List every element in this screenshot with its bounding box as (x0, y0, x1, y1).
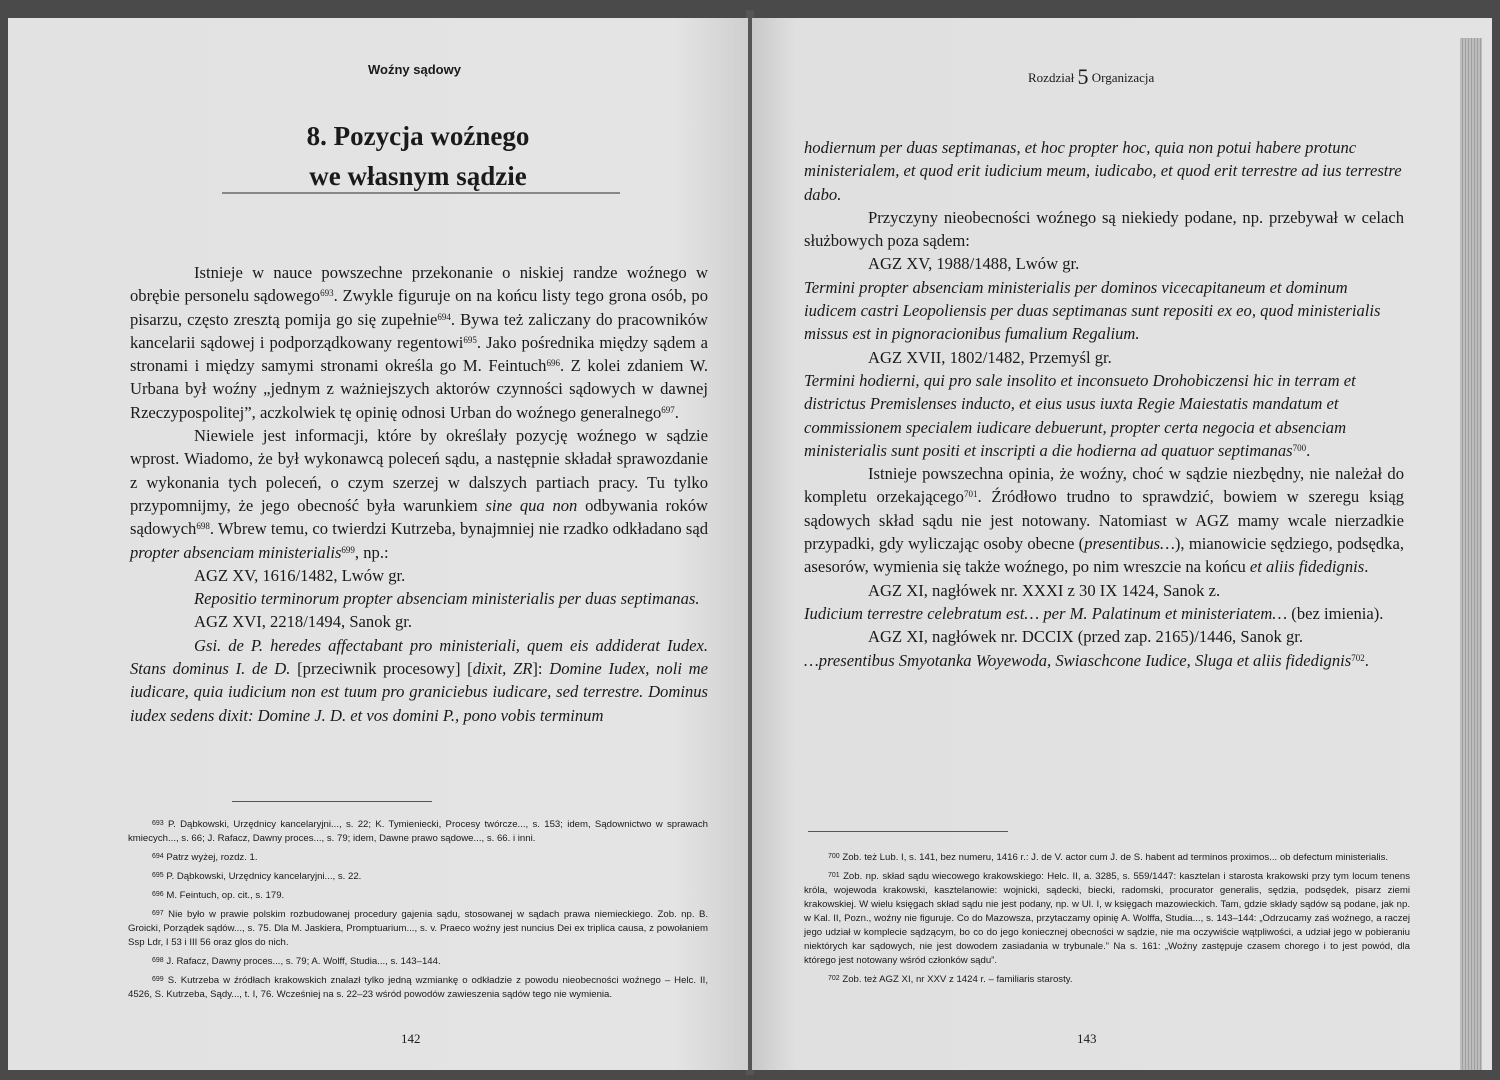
footnote-number: 697 (152, 910, 164, 917)
left-footnotes (128, 818, 708, 1007)
latin-quote (804, 649, 1404, 672)
source-citation: AGZ XV, 1616/1482, Lwów gr. (194, 565, 406, 585)
footnote-number: 693 (152, 820, 164, 827)
footnote (128, 955, 708, 969)
paragraph (130, 261, 708, 424)
latin-text: …presentibus Smyotanka Woyewoda, Swiaschcone Iudice, Sluga et aliis fidedignis (804, 650, 1352, 670)
footnote-text: Zob. też Lub. I, s. 141, bez numeru, 1416 r.: J. de V. actor cum J. de S. habent ad terminos proximos... ob defectum ministerialis. (842, 852, 1389, 863)
text-run: . (674, 402, 679, 422)
footnote-number: 695 (152, 872, 164, 879)
footnote-text: Zob. np. skład sądu wiecowego krakowskiego: Helc. II, a. 3285, s. 559/1447: kasztelan i starosta krakowski przy tym locum tenens króla, wojewoda krakowski, kasztelanowie: wojnicki, sądecki, biecki, radomski, procurator generalis, sędzia, podsędek, pisarz ziemi krakowskiej. W wielu księgach skład sądu nie jest podany, np. w Ul. I, w księgach mazowieckich. Tam, gdzie składy sądów są podane, jak np. w Kal. II, Pozn., woźny nie figuruje. Co do Mazowsza, przytaczamy opinię A. Wolffa, Studia..., s. 143–144: „Odrzucamy zaś woźnego, a raczej jego udział w komplecie sądzącym, bo co do jego koniecznej obecności w sądzie, nie ma oczywiście wątpliwości, a udział jego w pobieraniu niektórych kar sądowych, nie jest dowodem zasiadania w trybunale.” Na s. 161: „Woźny zastępuje czasem chorego i to jest powód, dla którego jest notowany wśród członków sądu”. (804, 871, 1410, 966)
paragraph (804, 462, 1404, 578)
footnote-ref[interactable]: 702 (1351, 652, 1365, 663)
page-edge-stack (1460, 38, 1482, 1070)
latin-quote (804, 602, 1404, 625)
latin-text: Termini hodierni, qui pro sale insolito et inconsueto Drohobiczensi hic in terram et districtus Premislenses inducto, et eius usus iuxta Regie Maiestatis mandatum et commissionem specialem iudicare debuerunt, propter certa negocia et absenciam ministerialis sunt positi et inscripti a die hodierna ad quatuor septimanas (804, 370, 1356, 460)
text-run: Istnieje powszechna opinia, że woźny, choć w sądzie niezbędny, nie należał do kompletu orzekającego (804, 464, 1404, 507)
footnote-ref[interactable]: 701 (963, 489, 978, 500)
footnote (128, 908, 708, 950)
text-run: [przeciwnik procesowy] [ (290, 659, 473, 679)
footnote-text: J. Rafacz, Dawny proces..., s. 79; A. Wolff, Studia..., s. 143–144. (166, 956, 441, 967)
footnote-number: 696 (152, 891, 164, 898)
latin-quote: Termini propter absenciam ministerialis per dominos vicecapitaneum et dominum iudicem castri Leopoliensis per duas septimanas sunt repositi ex eo, quod ministerialis missus est in pignoracionibus fumalium Regalium. (804, 277, 1381, 344)
footnote-ref[interactable]: 695 (463, 334, 477, 345)
footnote (804, 973, 1410, 987)
footnote (128, 818, 708, 846)
text-run: (bez imienia). (1287, 603, 1384, 623)
text-run: . (1364, 557, 1369, 577)
running-head-left: Woźny sądowy (368, 62, 461, 77)
footnote-number: 700 (828, 853, 840, 860)
text-run: , np.: (354, 542, 389, 562)
text-run: Niewiele jest informacji, które by określały pozycję woźnego w sądzie wprost. Wiadomo, że był wykonawcą poleceń sądu, a następnie składał sprawozdanie z wykonania tych poleceń, o czym szerzej w dalszych partiach pracy. Tu tylko przypomnijmy, że jego obecność była warunkiem (130, 426, 708, 515)
footnote-number: 701 (828, 872, 840, 879)
text-run: . Źródłowo trudno to sprawdzić, bowiem w szeregu ksiąg sądowych skład sądu nie jest notowany. Natomiast w AGZ mamy wcale nierzadkie przypadki, gdy wyliczając osoby obecne ( (804, 487, 1404, 554)
footnote-number: 699 (152, 976, 164, 983)
footnote (128, 870, 708, 884)
text-run: odbywania roków sądowych (130, 495, 708, 539)
text-run: Istnieje w nauce powszechne przekonanie o niskiej randze woźnego w obrębie personelu sądowego (130, 263, 708, 306)
footnote-ref[interactable]: 694 (437, 311, 451, 322)
footnote-ref[interactable]: 699 (341, 544, 355, 555)
running-head-text: Organizacja (1088, 70, 1155, 85)
page-number-right: 143 (1077, 1031, 1097, 1046)
latin-phrase: propter absenciam ministerialis (130, 542, 342, 562)
footnote-text: M. Feintuch, op. cit., s. 179. (166, 890, 285, 901)
footnote-text: Nie było w prawie polskim rozbudowanej procedury gajenia sądu, stosowanej w sądach prawa niemieckiego. Zob. np. B. Groicki, Porządek sądów..., s. 75. Dla M. Jaskiera, Promptuarium..., s. v. Praeco woźny jest nuncius Dei ex triplica causa, z powołaniem Ssp Ldr, I 53 i III 56 oraz glos do nich. (128, 909, 709, 948)
page-number-left: 142 (401, 1031, 421, 1046)
heading-rule (222, 192, 620, 194)
source-citation: AGZ XI, nagłówek nr. DCCIX (przed zap. 2165)/1446, Sanok gr. (868, 627, 1304, 647)
source-citation: AGZ XV, 1988/1488, Lwów gr. (868, 254, 1080, 274)
footnote-separator (232, 801, 432, 802)
footnote-text: S. Kutrzeba w źródłach krakowskich znalazł tylko jedną wzmiankę o odkładzie z powodu nieobecności woźnego – Helc. II, 4526, S. Kutrzeba, Sądy..., t. I, 76. Wcześniej na s. 22–23 wśród powodów zawieszenia sądów tego nie wymienia. (128, 975, 709, 1000)
footnote (128, 889, 708, 903)
text-run: . Z kolei zdaniem W. Urbana był woźny „jednym z ważniejszych aktorów czynności sądowych w dawnej Rzeczypospolitej”, aczkolwiek tę opinię odnosi Urban do woźnego generalnego (130, 356, 708, 422)
running-head-right (1028, 62, 1154, 88)
footnote (804, 870, 1410, 968)
text-run: . (1306, 440, 1311, 460)
heading-line-2: we własnym sądzie (309, 161, 527, 191)
footnote-number: 694 (152, 853, 164, 860)
footnote-ref[interactable]: 697 (661, 404, 675, 415)
text-run: . Bywa też zaliczany do pracowników kancelarii sądowej i podporządkowany regentowi (130, 309, 708, 352)
latin-text: Iudicium terrestre celebratum est… per M. Palatinum et ministeriatem… (804, 603, 1288, 623)
latin-quote (130, 587, 708, 610)
latin-text: Gsi. de P. heredes affectabant pro ministeriali, quem eis addiderat Iudex. Stans dominus I. de D. (130, 635, 708, 679)
right-body-text (804, 136, 1404, 672)
chapter-number: 5 (1077, 64, 1089, 89)
text-run: ), mianowicie sędziego, podsędka, asesorów, wymienia się także woźnego, po nim wreszcie na końcu (804, 534, 1404, 577)
footnote (128, 974, 708, 1002)
text-run: . (1364, 650, 1369, 670)
footnote-text: Zob. też AGZ XI, nr XXV z 1424 r. – familiaris starosty. (842, 974, 1073, 985)
latin-text: dixit, ZR (472, 659, 533, 679)
latin-quote: hodiernum per duas septimanas, et hoc propter hoc, quia non potui habere protunc ministerialem, et quod erit iudicium meum, iudicabo, et quod erit terrestre ad ius terrestre dabo. (804, 138, 1402, 204)
left-page (8, 18, 748, 1070)
latin-quote (130, 634, 708, 727)
heading-line-1: 8. Pozycja woźnego (306, 121, 530, 151)
latin-text: Repositio terminorum propter absenciam ministerialis per duas septimanas. (194, 589, 700, 609)
text-run: . Jako pośrednika między sądem a stronami i między samymi stronami określa go M. Feintuch (130, 332, 709, 376)
running-head-text: Rozdział (1028, 70, 1078, 85)
paragraph: Przyczyny nieobecności woźnego są niekiedy podane, np. przebywał w celach służbowych poza sądem: (804, 207, 1404, 251)
footnote (128, 851, 708, 865)
footnote-number: 698 (152, 957, 164, 964)
source-citation: AGZ XVI, 2218/1494, Sanok gr. (194, 612, 413, 632)
latin-text: Domine Iudex, noli me iudicare, quia iudicium non est tuum pro graniciebus iudicare, sed terrestre. Dominus iudex sedens dixit: Domine J. D. et vos domini P., pono vobis terminum (130, 659, 708, 725)
left-body-text (130, 261, 708, 727)
text-run: . Wbrew temu, co twierdzi Kutrzeba, bynajmniej nie rzadko odkładano sąd (209, 519, 708, 539)
footnote (804, 851, 1410, 865)
footnote-text: P. Dąbkowski, Urzędnicy kancelaryjni..., s. 22; K. Tymieniecki, Procesy twórcze..., s. 153; idem, Sądownictwo w sprawach kmiecych..., s. 66; J. Rafacz, Dawny proces..., s. 79; idem, Dawne prawo sądowe..., s. 66. i inni. (128, 819, 709, 844)
paragraph (130, 424, 708, 564)
text-run: . Zwykle figuruje on na końcu listy tego grona osób, po pisarzu, często zresztą pomija go się zupełnie (130, 286, 708, 329)
latin-phrase: presentibus… (1084, 534, 1175, 554)
source-citation: AGZ XVII, 1802/1482, Przemyśl gr. (868, 347, 1112, 367)
footnote-ref[interactable]: 696 (546, 358, 560, 369)
latin-quote (804, 369, 1404, 462)
footnote-ref[interactable]: 698 (196, 521, 210, 532)
footnote-ref[interactable]: 700 (1292, 442, 1307, 453)
footnote-number: 702 (828, 975, 840, 982)
footnote-text: P. Dąbkowski, Urzędnicy kancelaryjni..., s. 22. (166, 871, 362, 882)
right-page (752, 18, 1492, 1070)
latin-phrase: sine qua non (485, 495, 578, 515)
footnote-separator (808, 831, 1008, 832)
footnote-ref[interactable]: 693 (320, 288, 334, 299)
source-citation: AGZ XI, nagłówek nr. XXXI z 30 IX 1424, Sanok z. (868, 580, 1221, 600)
footnote-text: Patrz wyżej, rozdz. 1. (166, 852, 258, 863)
latin-phrase: et aliis fidedignis (1249, 557, 1365, 577)
right-footnotes (804, 851, 1410, 992)
section-heading (198, 116, 638, 196)
text-run: ]: (532, 659, 550, 679)
